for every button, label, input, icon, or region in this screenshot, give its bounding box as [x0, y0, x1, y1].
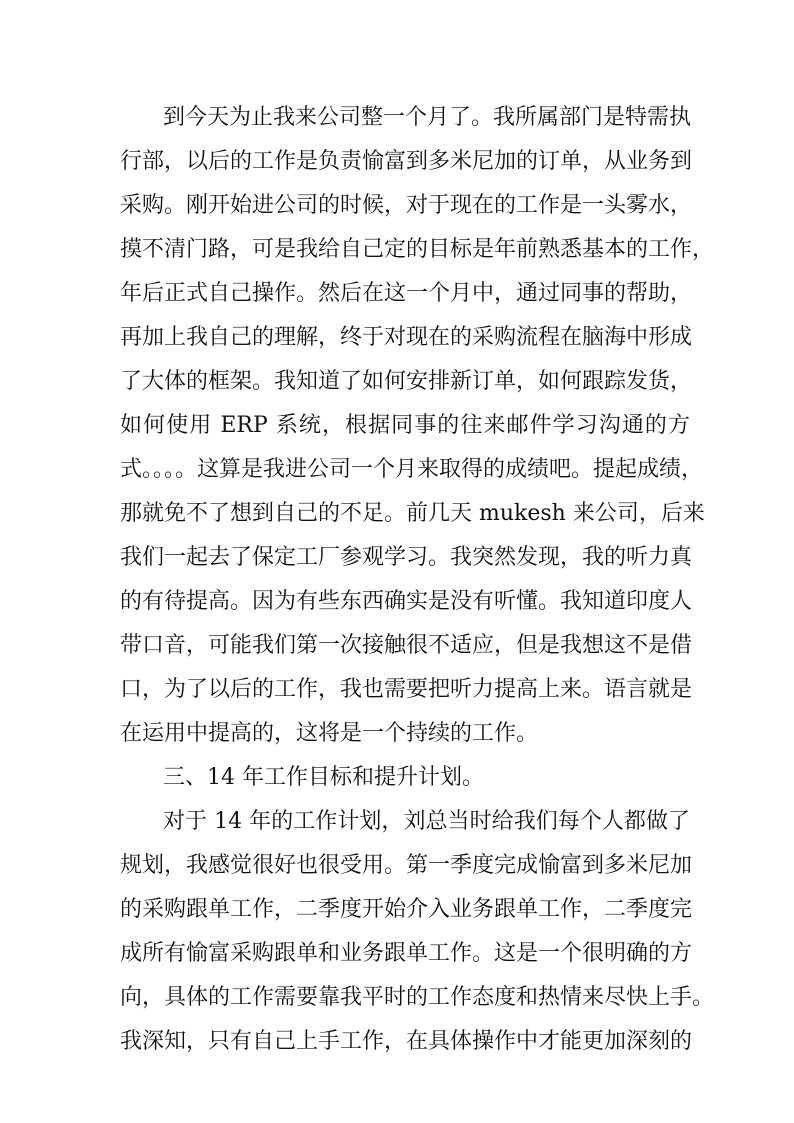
paragraph-line: 向，具体的工作需要靠我平时的工作态度和热情来尽快上手。 [120, 985, 715, 1010]
paragraph-line: 的采购跟单工作，二季度开始介入业务跟单工作，二季度完 [120, 897, 693, 922]
paragraph-line: 口，为了以后的工作，我也需要把听力提高上来。语言就是 [120, 677, 693, 702]
paragraph-line: 年后正式自己操作。然后在这一个月中，通过同事的帮助， [120, 281, 693, 306]
paragraph-line: 式。。。。这算是我进公司一个月来取得的成绩吧。提起成绩， [120, 457, 704, 482]
section-heading: 三、14 年工作目标和提升计划。 [163, 765, 484, 790]
paragraph-line: 规划，我感觉很好也很受用。第一季度完成愉富到多米尼加 [120, 853, 693, 878]
paragraph-line: 到今天为止我来公司整一个月了。我所属部门是特需执 [163, 105, 692, 130]
paragraph-line: 如何使用 ERP 系统，根据同事的往来邮件学习沟通的方 [120, 413, 690, 438]
paragraph-line: 我们一起去了保定工厂参观学习。我突然发现，我的听力真 [120, 545, 693, 570]
paragraph-line: 带口音，可能我们第一次接触很不适应，但是我想这不是借 [120, 633, 693, 658]
paragraph-line: 采购。刚开始进公司的时候，对于现在的工作是一头雾水， [120, 193, 693, 218]
paragraph-line: 那就免不了想到自己的不足。前几天 mukesh 来公司，后来 [120, 501, 705, 526]
paragraph-line: 我深知，只有自己上手工作，在具体操作中才能更加深刻的 [120, 1029, 693, 1054]
paragraph-line: 的有待提高。因为有些东西确实是没有听懂。我知道印度人 [120, 589, 693, 614]
paragraph-line: 了大体的框架。我知道了如何安排新订单，如何跟踪发货， [120, 369, 693, 394]
paragraph-line: 对于 14 年的工作计划，刘总当时给我们每个人都做了 [163, 809, 690, 834]
paragraph-line: 行部，以后的工作是负责愉富到多米尼加的订单，从业务到 [120, 149, 693, 174]
paragraph-line: 再加上我自己的理解，终于对现在的采购流程在脑海中形成 [120, 325, 693, 350]
paragraph-line: 在运用中提高的，这将是一个持续的工作。 [120, 721, 539, 746]
paragraph-line: 摸不清门路，可是我给自己定的目标是年前熟悉基本的工作， [120, 237, 715, 262]
paragraph-line: 成所有愉富采购跟单和业务跟单工作。这是一个很明确的方 [120, 941, 693, 966]
